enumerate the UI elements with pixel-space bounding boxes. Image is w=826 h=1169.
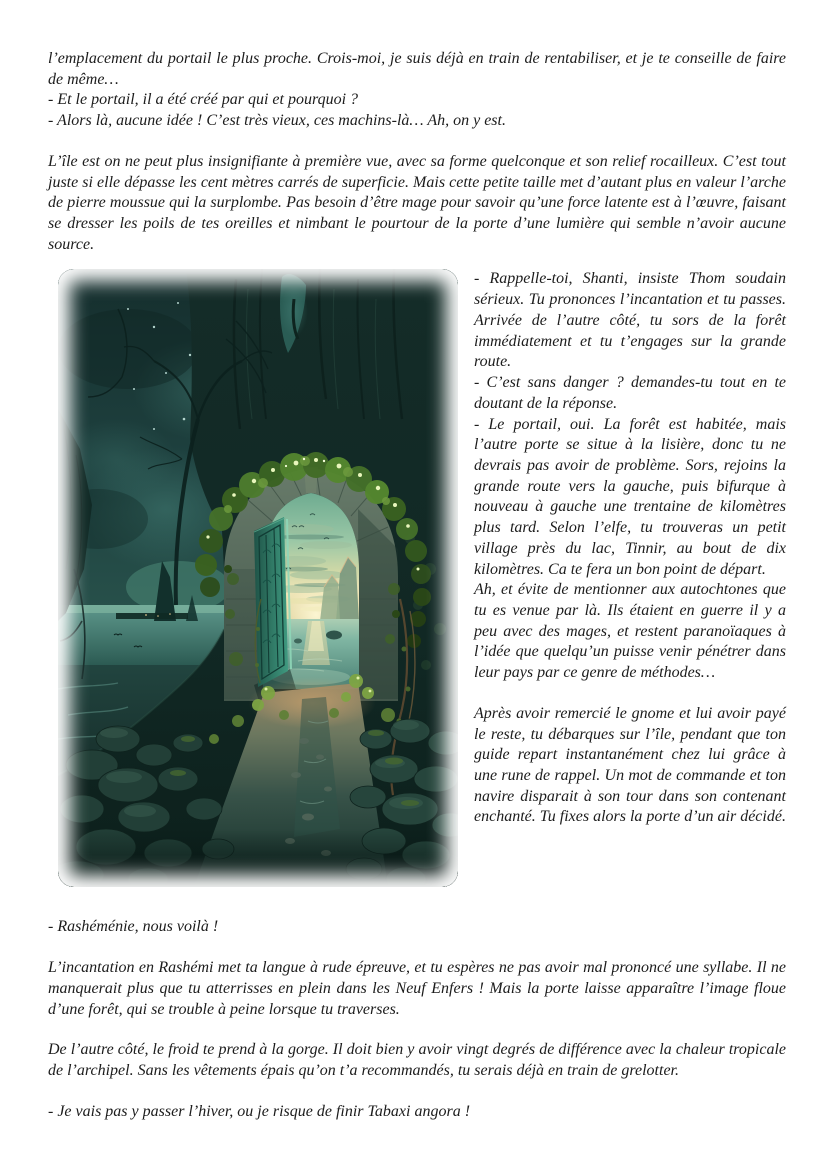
bottom-vignette <box>58 829 458 887</box>
dialogue-paragraph: - Rappelle-toi, Shanti, insiste Thom soudain sérieux. Tu prononces l’incantation et tu passes. Arrivée de l’autre côté, tu sors de la forêt immédiatement et tu t’engages sur la grande route. <box>474 270 786 371</box>
text-beside-image <box>474 269 786 828</box>
outro-paragraphs <box>48 917 786 1122</box>
paragraph: Ah, et évite de mentionner aux autochtones que tu es venue par là. Ils étaient en guerre il y a peu avec des mages, et restent paranoïaques à l’idée que quelqu’un puisse venir pénétrer dans leur pays par ce genre de méthodes… <box>474 581 786 682</box>
portal-illustration <box>58 269 458 887</box>
paragraph: L’île est on ne peut plus insignifiante à première vue, avec sa forme quelconque et son relief rocailleux. C’est tout juste si elle dépasse les cent mètres carrés de superficie. Mais cette petite taille met d’autant plus en valeur l’arche de pierre moussue qui la surplombe. Pas besoin d’être mage pour savoir qu’une force latente est à l’œuvre, faisant se dresser les poils de tes oreilles et nimbant le pourtour de la porte d’une lumière qui semble n’avoir aucune source. <box>48 152 786 253</box>
dialogue-line: - Alors là, aucune idée ! C’est très vieux, ces machins-là… Ah, on y est. <box>48 112 506 130</box>
image-and-text-row <box>48 269 786 887</box>
paragraph: l’emplacement du portail le plus proche. Crois-moi, je suis déjà en train de rentabiliser, et je te conseille de faire de même… <box>48 50 786 88</box>
dialogue-line: - Rashéménie, nous voilà ! <box>48 918 219 936</box>
portal-illustration-canvas <box>58 269 458 887</box>
dialogue-paragraph: - C’est sans danger ? demandes-tu tout en te doutant de la réponse. <box>474 374 786 412</box>
paragraph: Après avoir remercié le gnome et lui avoir payé le reste, tu débarques sur l’île, pendant que ton guide repart instantanément chez lui grâce à une rune de rappel. Un mot de commande et ton navire disparait à son tour dans son contenant enchanté. Tu fixes alors la porte d’un air décidé. <box>474 704 786 826</box>
dialogue-paragraph: - Le portail, oui. La forêt est habitée, mais l’autre porte se situe à la lisière, donc tu ne devrais pas avoir de problème. Sors, rejoins la grande route vers la gauche, puis bifurque à nouveau à gauche une trentaine de kilomètres plus tard. Selon l’elfe, tu trouveras un petit village près du lac, Tinnir, au bout de dix kilomètres. Ca te fera un bon point de départ. <box>474 415 786 578</box>
dialogue-line: - Et le portail, il a été créé par qui et pourquoi ? <box>48 91 359 109</box>
paragraph: L’incantation en Rashémi met ta langue à rude épreuve, et tu espères ne pas avoir mal prononcé une syllabe. Il ne manquerait plus que tu atterrisses en plein dans les Neuf Enfers ! Mais la porte laisse apparaître l’image floue d’une forêt, qui se trouble à peine lorsque tu traverses. <box>48 959 786 1018</box>
intro-paragraphs <box>48 49 786 255</box>
paragraph: De l’autre côté, le froid te prend à la gorge. Il doit bien y avoir vingt degrés de différence avec la chaleur tropicale de l’archipel. Sans les vêtements épais qu’on t’a recommandés, tu serais déjà en train de grelotter. <box>48 1041 786 1080</box>
dialogue-line: - Je vais pas y passer l’hiver, ou je risque de finir Tabaxi angora ! <box>48 1102 471 1120</box>
